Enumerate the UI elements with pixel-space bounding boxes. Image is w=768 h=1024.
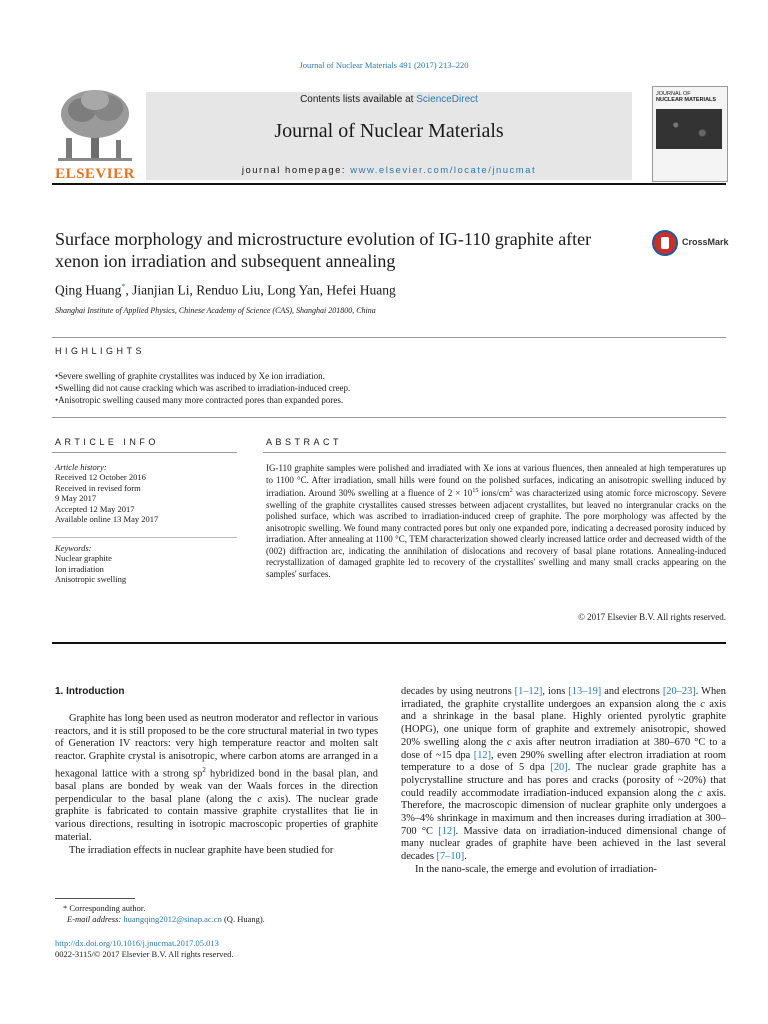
- cover-title-line2: NUCLEAR MATERIALS: [656, 97, 717, 103]
- citation-link[interactable]: [12]: [473, 749, 492, 761]
- history-entry: Available online 13 May 2017: [55, 514, 159, 525]
- sciencedirect-link[interactable]: ScienceDirect: [416, 94, 478, 105]
- history-entry: Received 12 October 2016: [55, 472, 146, 483]
- intro-paragraph-3: In the nano-scale, the emerge and evolution of irradiation-: [415, 863, 657, 875]
- crossmark-label: CrossMark: [682, 237, 729, 247]
- history-entry: 9 May 2017: [55, 493, 97, 504]
- journal-cover-image: [652, 86, 728, 182]
- info-rule: [52, 452, 237, 453]
- citation-link[interactable]: [7–10]: [436, 851, 465, 863]
- history-entry: Received in revised form: [55, 482, 141, 493]
- abstract-rule: [263, 452, 726, 453]
- highlight-item: • Anisotropic swelling caused many more contracted pores than expanded pores.: [55, 394, 350, 406]
- abstract-copyright: © 2017 Elsevier B.V. All rights reserved.: [578, 612, 726, 622]
- keywords-label: Keywords:: [55, 543, 92, 553]
- intro-paragraph-1: Graphite has long been used as neutron moderator and reflector in various reactors, and it is still proposed to be the core structural material in two types of Generation IV reactors: very high temperature reactor and molten salt reactor. Graphite crystal is anisotropic, where carbon atoms are arranged in a hexagonal lattice with a strong $sp^2$ hybridized bond in the basal plan, and basal plans are bonded by weak van der Waals forces in the direction perpendicular to the basal plane (along the c axis). The nuclear grade graphite is fabricated to contain massive graphite crystallites that lie in various directions, resulting in isotropic macroscopic properties of graphite material.: [55, 713, 379, 843]
- affiliation: Shanghai Institute of Applied Physics, Chinese Academy of Science (CAS), Shanghai 201800, China: [55, 306, 376, 315]
- citation-link[interactable]: [1–12]: [514, 686, 543, 697]
- cover-title-line1: JOURNAL OF: [656, 91, 691, 97]
- keywords-rule: [52, 537, 237, 538]
- highlight-item: • Severe swelling of graphite crystallites was induced by Xe ion irradiation.: [55, 370, 350, 382]
- highlights-bottom-rule: [52, 417, 726, 418]
- article-history: [55, 462, 235, 524]
- keyword: Anisotropic swelling: [55, 574, 127, 585]
- citation-link[interactable]: [20]: [550, 762, 568, 774]
- abstract-heading: ABSTRACT: [266, 437, 343, 447]
- keywords: [55, 543, 235, 585]
- crossmark-button[interactable]: [652, 230, 728, 260]
- journal-citation[interactable]: Journal of Nuclear Materials 491 (2017) 213–220: [299, 60, 469, 70]
- citation-link[interactable]: [20–23]: [662, 686, 696, 697]
- cover-micrograph: [656, 109, 722, 149]
- email-note: E-mail address: huangqing2012@sinap.ac.cn (Q. Huang).: [67, 914, 265, 924]
- contents-line: Contents lists available at ScienceDirect: [300, 94, 478, 105]
- intro-left-column: [55, 713, 378, 857]
- section-heading-introduction: 1. Introduction: [55, 686, 125, 697]
- issn-line: 0022-3115/© 2017 Elsevier B.V. All rights reserved.: [55, 949, 234, 959]
- keyword: Ion irradiation: [55, 563, 104, 574]
- header-rule: [52, 183, 726, 185]
- article-info-heading: ARTICLE INFO: [55, 437, 159, 447]
- footnote-rule: [55, 898, 135, 899]
- article-title: Surface morphology and microstructure evolution of IG-110 graphite after xenon ion irradiation and subsequent annealing: [55, 229, 592, 271]
- history-entry: Accepted 12 May 2017: [55, 503, 135, 514]
- author-list: Qing Huang*, Jianjian Li, Renduo Liu, Long Yan, Hefei Huang: [55, 282, 396, 298]
- publisher-logo-text: ELSEVIER: [55, 166, 135, 182]
- doi-link[interactable]: http://dx.doi.org/10.1016/j.jnucmat.2017.05.013: [55, 938, 219, 948]
- homepage-link[interactable]: www.elsevier.com/locate/jnucmat: [350, 165, 537, 176]
- corresponding-author-note: * Corresponding author.: [63, 903, 146, 913]
- highlights-list: [55, 370, 350, 406]
- crossmark-icon: [652, 230, 678, 256]
- author-email-link[interactable]: huangqing2012@sinap.ac.cn: [123, 914, 222, 924]
- intro-paragraph-2: The irradiation effects in nuclear graphite have been studied for: [69, 844, 334, 856]
- footnote: [55, 903, 265, 925]
- author-huang[interactable]: Qing Huang: [55, 282, 122, 298]
- abstract-text: IG-110 graphite samples were polished and irradiated with Xe ions at various fluences, then annealed at high temperatures up to 1100 °C. After irradiation, small hills were found on the polished surfaces, indicating an anisotropic swelling induced by irradiation. Around 30% swelling at a fluence of $2 \times 10^{15}$ ions/$cm^2$ was characterized using atomic force microscopy. Severe swelling of the graphite crystallites caused stresses between adjacent crystallites, but leaved no intergranular cracks on the polished surface, which was ascribed to irradiation-induced creep of graphite. The pore morphology was affected by the anisotropic swelling. We found many contracted pores but only one expanded pore, indicating a decreased porosity induced by irradiation. After annealing at 1100 °C, TEM characterization showed clearly increased lattice order and decreased width of the (002) diffraction arc, indicating the annihilation of dislocations and recovery of basal plane rotations. Annealing-induced recrystallization of damaged graphite led to recovery of the crystallites' swelling and many small cracks appearing on the samples' surfaces.: [266, 463, 727, 579]
- history-label: Article history:: [55, 462, 107, 472]
- keyword: Nuclear graphite: [55, 553, 112, 564]
- highlights-heading: HIGHLIGHTS: [55, 346, 146, 356]
- intro-paragraph-2-continued: decades by using neutrons [1–12], ions [13–19] and electrons [20–23]. When irradiated, the graphite crystallite undergoes an expansion along the c axis and a shrinkage in the basal plane. Highly oriented pyrolytic graphite (HOPG), one unique form of graphite and extremely anisotropic, showed 20% swelling along the c axis after neutron irradiation at 380–670 °C to a dose of ~15 dpa [12], even 290% swelling after electron irradiation at room temperature to a dose of 5 dpa [20]. The nuclear grade graphite has a polycrystalline structure and has pores and cracks (porosity of ~20%) that could readily accommodate irradiation-induced expansion along the c axis. Therefore, the macroscopic dimension of nuclear graphite only undergoes a 3%–4% shrinkage in maximum and then increases during irradiation at 300–700 °C [12]. Massive data on irradiation-induced dimensional change of many nuclear grades of graphite have been achieved in the last several decades [7–10].: [401, 686, 726, 863]
- citation-link[interactable]: [13–19]: [568, 686, 602, 697]
- intro-right-column: [401, 686, 726, 877]
- highlights-rule: [52, 337, 726, 338]
- journal-title: Journal of Nuclear Materials: [274, 120, 504, 142]
- corresponding-author-mark[interactable]: *: [121, 282, 126, 291]
- journal-homepage: journal homepage: www.elsevier.com/locate/jnucmat: [241, 165, 537, 176]
- abstract-bottom-rule: [52, 642, 726, 644]
- doi-block: [55, 938, 234, 960]
- highlight-item: • Swelling did not cause cracking which was ascribed to irradiation-induced creep.: [55, 382, 350, 394]
- citation-link[interactable]: [12]: [438, 825, 456, 837]
